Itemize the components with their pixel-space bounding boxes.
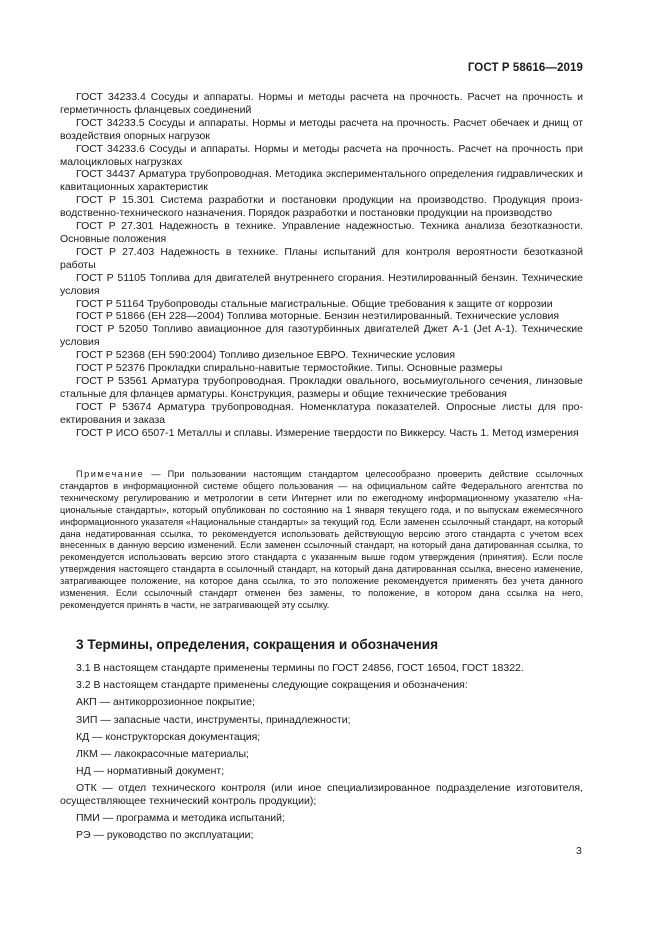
reference-item: ГОСТ 34233.4 Сосуды и аппараты. Нормы и методы расчета на прочность. Расчет на прочность и герметичность фланцевых соединений: [60, 91, 583, 116]
abbreviation-item: ОТК — отдел технического контроля (или иное специализированное подразделение изготовителя, осуществляющее технический контроль продукции);: [60, 782, 583, 807]
abbreviation-item: НД — нормативный документ;: [76, 765, 225, 778]
reference-item: ГОСТ Р 51105 Топлива для двигателей внутреннего сгорания. Неэтилированный бензин. Технические условия: [60, 271, 583, 297]
section-paragraph: 3.1 В настоящем стандарте применены термины по ГОСТ 24856, ГОСТ 16504, ГОСТ 18322.: [76, 662, 524, 674]
references-note: [60, 469, 583, 612]
reference-item: ГОСТ Р ИСО 6507-1 Металлы и сплавы. Измерение твердости по Виккерсу. Часть 1. Метод измерения: [76, 426, 579, 439]
abbreviation-item: АКП — антикоррозионное покрытие;: [76, 696, 255, 709]
reference-item: ГОСТ 34233.6 Сосуды и аппараты. Нормы и методы расчета на прочность. Расчет на прочность при малоцикловых нагрузках: [60, 142, 583, 168]
section-3-body: [60, 662, 583, 846]
page-number: 3: [576, 845, 582, 857]
reference-item: ГОСТ Р 51164 Трубопроводы стальные магистральные. Общие требования к защите от коррозии: [76, 297, 553, 310]
reference-item: ГОСТ Р 15.301 Система разработки и постановки продукции на производство. Продукция производственно-технического назначения. Порядок разработки и постановки продукции на производство: [60, 194, 583, 220]
abbreviation-item: КД — конструкторская документация;: [76, 730, 261, 743]
reference-item: ГОСТ 34437 Арматура трубопроводная. Методика экспериментального определения гидравлических и кавитационных характеристик: [60, 168, 583, 194]
section-paragraph: 3.2 В настоящем стандарте применены следующие сокращения и обозначения:: [76, 679, 468, 692]
document-code-header: ГОСТ Р 58616—2019: [467, 62, 583, 74]
reference-item: ГОСТ 34233.5 Сосуды и аппараты. Нормы и методы расчета на прочность. Расчет обечаек и днищ от воздействия опорных нагрузок: [60, 116, 583, 142]
reference-item: ГОСТ Р 27.301 Надежность в технике. Управление надежностью. Техника анализа безотказности. Основные положения: [60, 220, 583, 245]
abbreviation-item: РЭ — руководство по эксплуатации;: [76, 829, 254, 842]
reference-item: ГОСТ Р 53561 Арматура трубопроводная. Прокладки овального, восьмиугольного сечения, линзовые стальные для фланцев арматуры. Конструкция, размеры и общие технические требования: [60, 374, 583, 400]
note-text: — При пользовании настоящим стандартом целесообразно проверить действие ссылочных стандартов в информационной системе общего пользования — на официальном сайте Федерального агентства по техническому регулированию и метрологии в сети Интернет или по ежегодному информационному указателю «Национальные стандарты», который опубликован по состоянию на 1 января текущего года, и по выпускам ежемесячного информационного указателя «Национальные стандарты» за текущий год. Если заменен ссылочный стандарт, на который дана недатированная ссылка, то рекомендуется использовать действующую версию этого стандарта с учетом всех внесенных в данную версию изменений. Если заменен ссылочный стандарт, на который дана датированная ссылка, то рекомендуется использовать версию этого стандарта с указанным выше годом утверждения (принятия). Если после утверждения настоящего стандарта в ссылочный стандарт, на который дана датированная ссылка, внесено изменение, затрагивающее положение, на которое дана ссылка, то это положение рекомендуется применять без учета данного изменения. Если ссылочный стандарт отменен без замены, то положение, в котором дана ссылка на него, рекомендуется принять в части, не затрагивающей эту ссылку.: [60, 469, 583, 610]
reference-item: ГОСТ Р 52368 (ЕН 590:2004) Топливо дизельное ЕВРО. Технические условия: [76, 349, 456, 362]
note-label: Примечание: [76, 469, 145, 479]
abbreviation-item: ЗИП — запасные части, инструменты, принадлежности;: [76, 713, 351, 726]
reference-item: ГОСТ Р 51866 (ЕН 228—2004) Топлива моторные. Бензин неэтилированный. Технические условия: [76, 310, 560, 323]
reference-item: ГОСТ Р 52376 Прокладки спирально-навитые термостойкие. Типы. Основные размеры: [76, 362, 503, 375]
section-3-title: 3 Термины, определения, сокращения и обозначения: [76, 637, 439, 652]
reference-item: ГОСТ Р 27.403 Надежность в технике. Планы испытаний для контроля вероятности безотказной работы: [60, 245, 583, 271]
abbreviation-item: ЛКМ — лакокрасочные материалы;: [76, 747, 249, 760]
reference-item: ГОСТ Р 53674 Арматура трубопроводная. Номенклатура показателей. Опросные листы для проектирования и заказа: [60, 400, 583, 426]
reference-item: ГОСТ Р 52050 Топливо авиационное для газотурбинных двигателей Джет А-1 (Jet A-1). Технические условия: [60, 323, 583, 349]
abbreviation-item: ПМИ — программа и методика испытаний;: [76, 812, 285, 825]
normative-references-list: [60, 91, 583, 439]
